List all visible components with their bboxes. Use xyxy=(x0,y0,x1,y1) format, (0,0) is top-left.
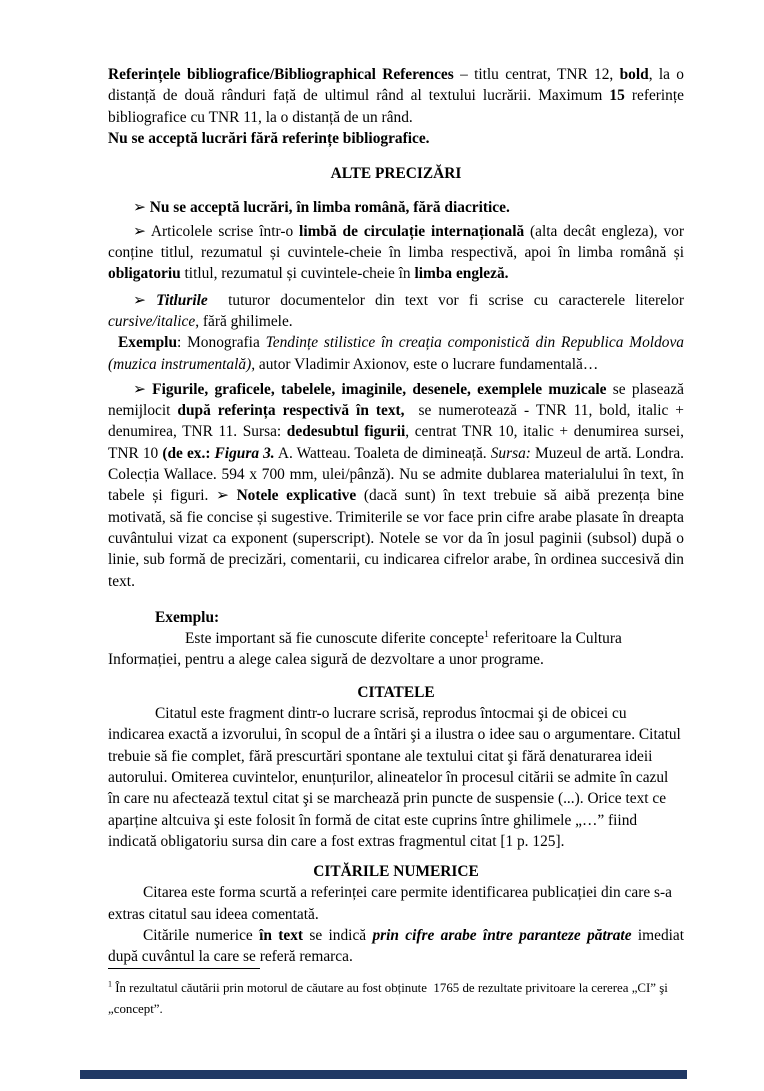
page-bottom-bar xyxy=(80,1070,687,1079)
para-no-papers-without-references: Nu se acceptă lucrări fără referințe bibliografice. xyxy=(108,129,430,147)
footnote-text: $^1$ În rezultatul căutării prin motorul de căutare au fost obținute 1765 de rezultate privitoare la cererea „CI” şi „concept”. xyxy=(108,979,668,1017)
bullet-international-language: ➢ Articolele scrise într-o limbă de circulație internațională (alta decât engleza), vor conține titlul, rezumatul și cuvintele-cheie în limba respectivă, apoi în limba română și obligatoriu titlul, rezumatul și cuvintele-cheie în limba engleză. xyxy=(108,222,684,283)
para-citarile-in-text: Citările numerice în text se indică prin cifre arabe între paranteze pătrate imediat după cuvântul la care se referă remarca. xyxy=(108,926,685,966)
bullet-figures-tables-notes: ➢ Figurile, graficele, tabelele, imaginile, desenele, exemplele muzicale se plasează nemijlocit după referința respectivă în text, se numerotează - TNR 11, bold, italic + denumirea, TNR 11. Sursa: dedesubtul figurii, centrat TNR 10, italic + denumirea sursei, TNR 10 (de ex.: Figura 3. A. Watteau. Toaleta de dimineață. Sursa: Muzeul de artă. Londra. Colecția Wallace. 594 x 700 mm, ulei/pânză). Nu se admite dublarea materialului în text, în tabele și figuri. ➢ Notele explicative (dacă sunt) în text trebuie să aibă prezența bine motivată, să fie concise și sugestive. Trimiterile se vor face prin cifre arabe plasate în dreapta cuvântului vizat ca exponent (superscript). Notele se vor da în josul paginii (subsol) după o linie, sub formă de precizări, comentarii, cu indicarea cifrelor arabe, în ordinea succesivă din text. xyxy=(108,380,684,590)
heading-citatele: CITATELE xyxy=(357,683,435,701)
heading-alte-precizari: ALTE PRECIZĂRI xyxy=(330,165,462,183)
para-bibliographic-references: Referințele bibliografice/Bibliographical References – titlu centrat, TNR 12, bold, la o distanță de două rânduri față de ultimul rând al textului lucrării. Maximum 15 referințe bibliografice cu TNR 11, la o distanță de un rând. xyxy=(108,66,684,126)
para-example-monograph: Exemplu: Monografia Tendințe stilistice în creația componistică din Republica Moldova (muzica instrumentală), autor Vladimir Axionov, este o lucrare fundamentală… xyxy=(108,334,684,373)
heading-citarile-numerice: CITĂRILE NUMERICE xyxy=(313,863,479,881)
para-citarea: Citarea este forma scurtă a referinței care permite identificarea publicației din care s-a extras citatul sau ideea comentată. xyxy=(108,884,672,923)
bullet-titles-italic: ➢ Titlurile tuturor documentelor din text vor fi scrise cu caracterele literelor cursive/italice, fără ghilimele. xyxy=(108,291,684,330)
para-citatul: Citatul este fragment dintr-o lucrare scrisă, reprodus întocmai şi de obicei cu indicarea exactă a izvorului, în scopul de a întări şi a ilustra o idee sau o argumentare. Citatul trebuie să fie complet, fără prescurtări spontane ale textului citat şi fără denaturarea ideii autorului. Omiterea cuvintelor, enunțurilor, alineatelor în procesul citării se admite în cazul în care nu afectează textul citat şi se marchează prin puncte de suspensie (...). Orice text ce aparține altcuiva şi este folosit în formă de citat este cuprins între ghilimele „…” fiind indicată obligatoriu sursa din care a fost extras fragmentul citat [1 p. 125]. xyxy=(108,705,681,850)
page-content xyxy=(108,64,684,1080)
para-example-label: Exemplu: xyxy=(155,608,220,626)
bullet-no-diacritics: ➢ Nu se acceptă lucrări, în limba română, fără diacritice. xyxy=(133,199,510,217)
para-example-concepts: Este important să fie cunoscute diferite concepte$^1$ referitoare la Cultura Informației, pentru a alege calea sigură de dezvoltare a unor programe. xyxy=(108,629,622,669)
footnote-separator xyxy=(108,968,260,969)
